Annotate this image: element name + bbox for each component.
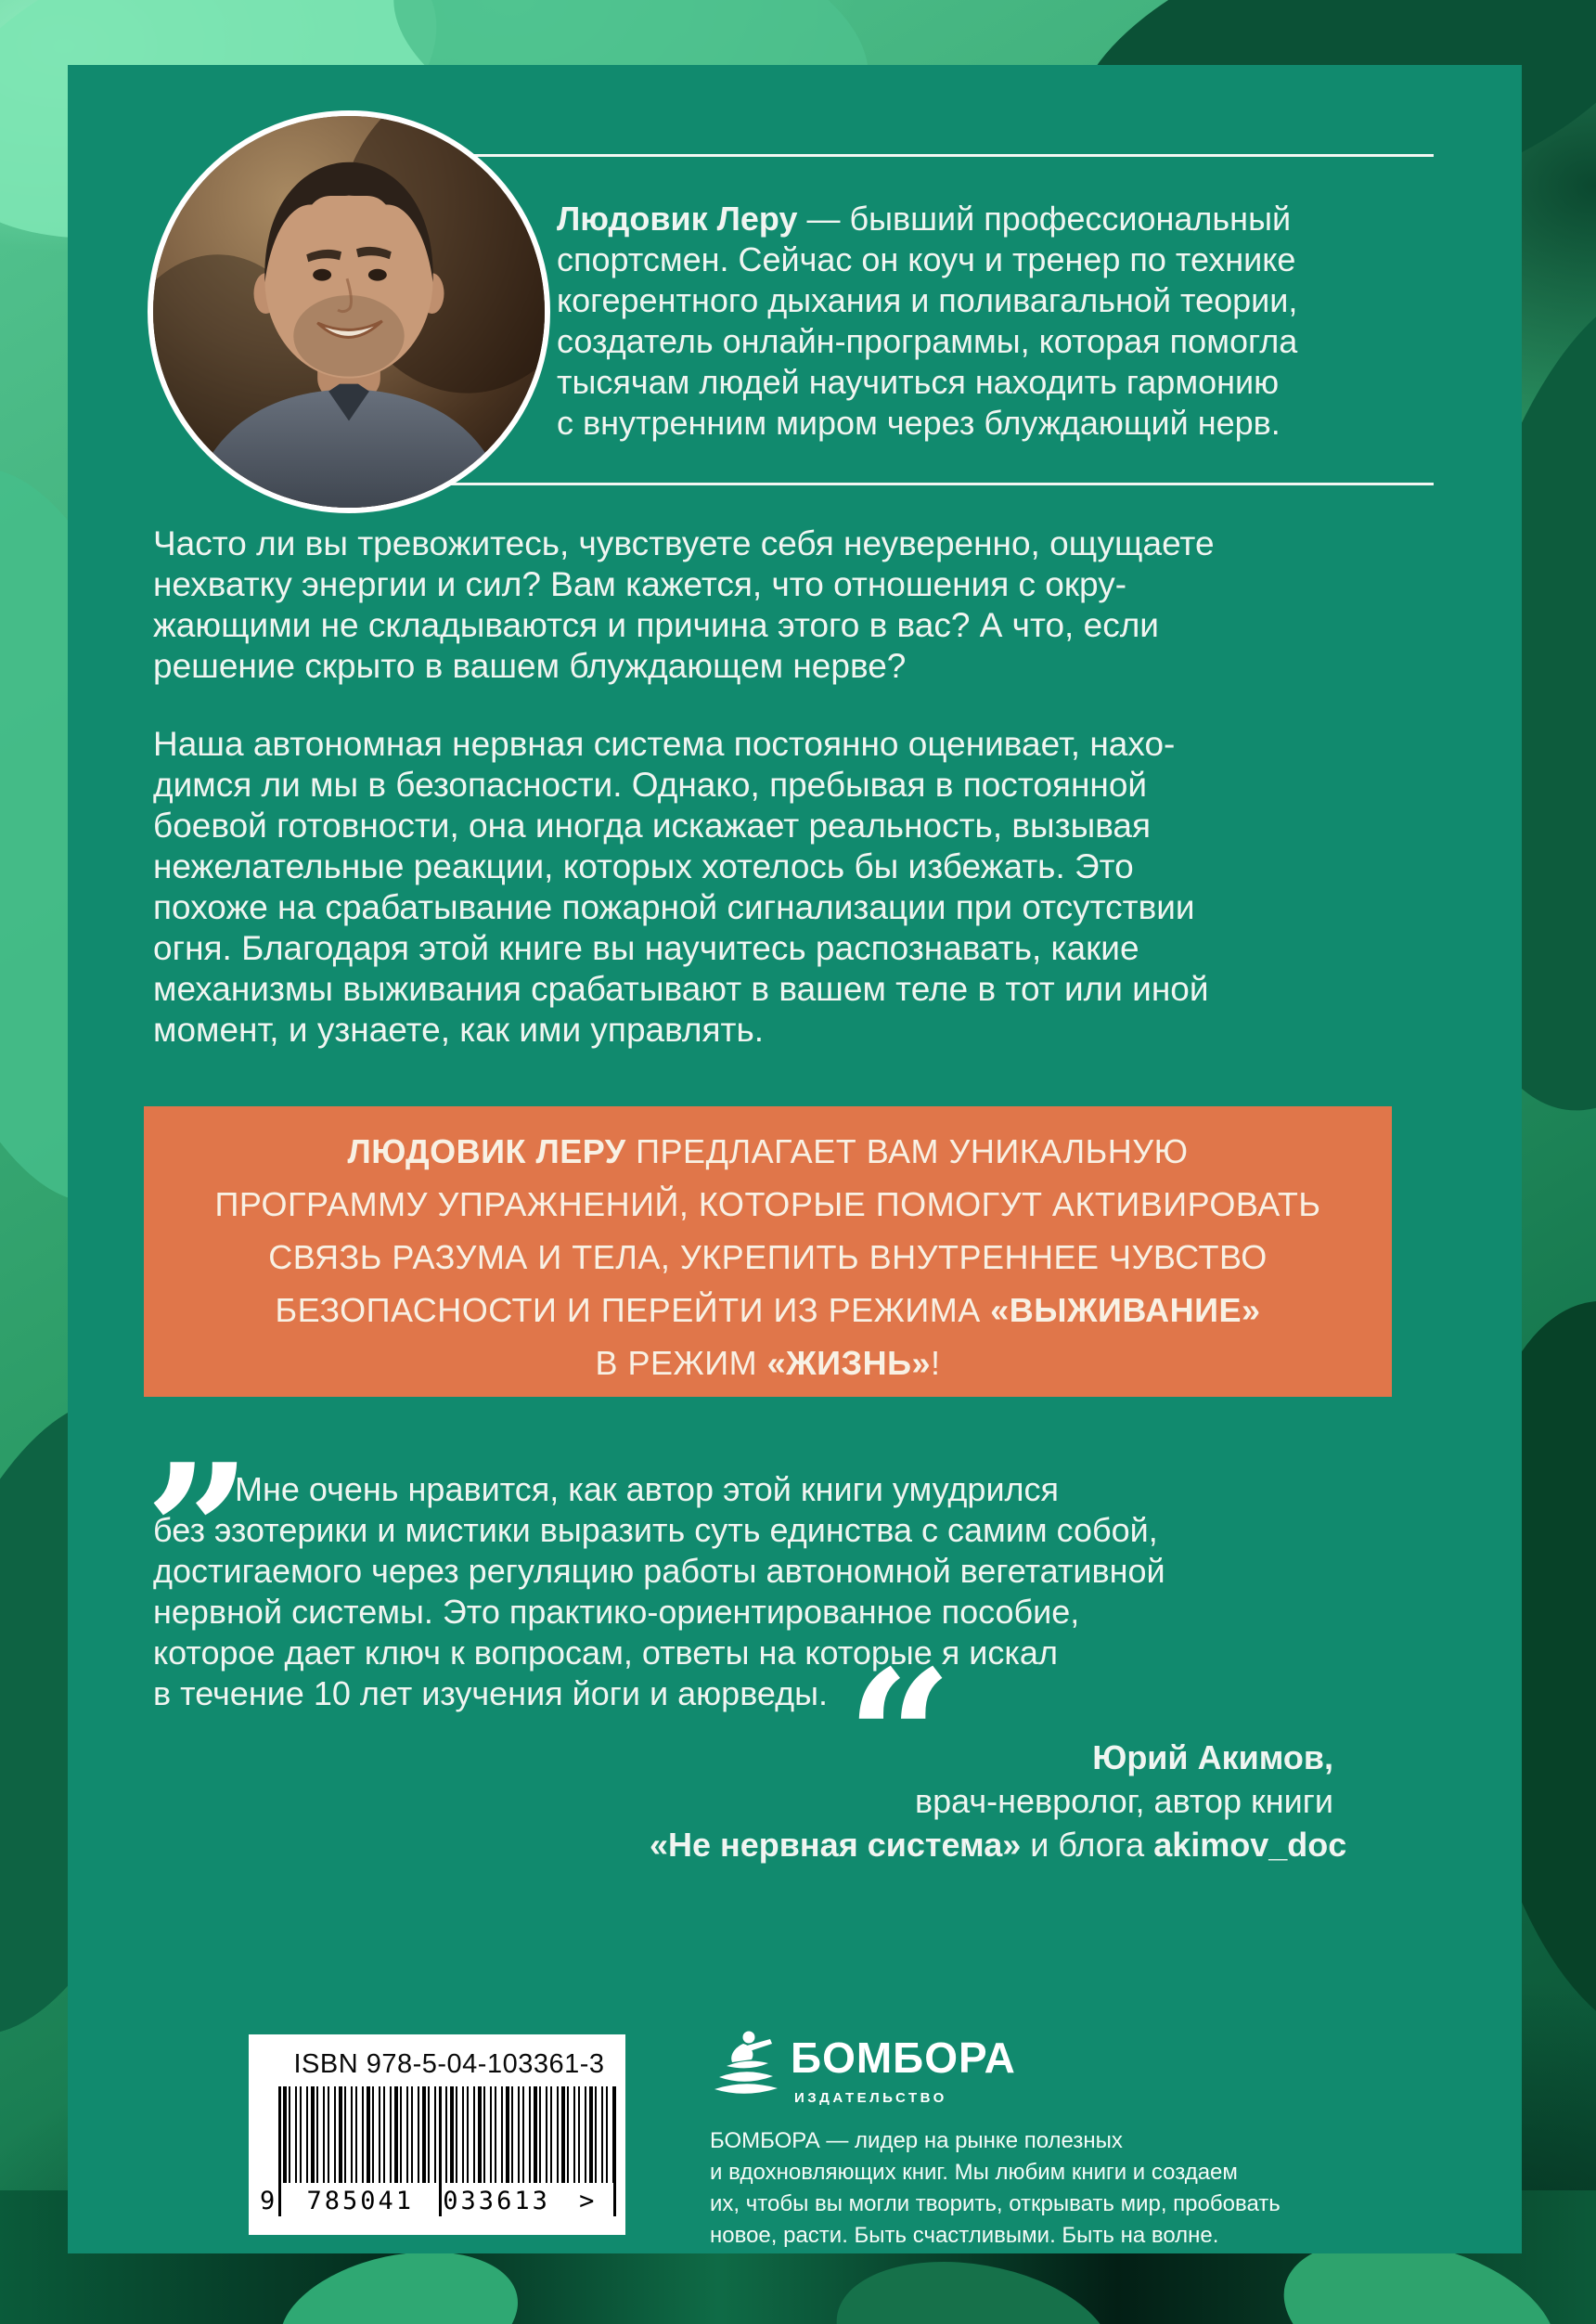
intro-paragraph: Часто ли вы тревожитесь, чувствуете себя неуверенно, ощущаете нехватку энергии и сил? Вам кажется, что отношения с окру- жающими не складываются и причина этого в вас? А что, если решение скрыто в вашем блуждающем нерве? [153,524,1215,685]
barcode-bars [278,2086,616,2183]
review-quote: Мне очень нравится, как автор этой книги умудрился без эзотерики и мистики выразить суть единства с самим собой, достигаемого через регуляцию работы автономной вегетативной нервной системы. Это практико-ориентированное пособие, которое дает ключ к вопросам, ответы на которые я искал в течение 10 лет изучения йоги и аюрведы. [153,1470,1165,1712]
bombora-logo-subtitle: ИЗДАТЕЛЬСТВО [794,2090,947,2106]
barcode-guard [613,2086,616,2216]
quote-attribution: Юрий Акимов, врач-невролог, автор книги «Не нервная система» и блога akimov_doc [650,1738,1347,1864]
callout-box: ЛЮДОВИК ЛЕРУ ПРЕДЛАГАЕТ ВАМ УНИКАЛЬНУЮ ПРОГРАММУ УПРАЖНЕНИЙ, КОТОРЫЕ ПОМОГУТ АКТИВИРОВАТЬ СВЯЗЬ РАЗУМА И ТЕЛА, УКРЕПИТЬ ВНУТРЕННЕЕ ЧУВСТВО БЕЗОПАСНОСТИ И ПЕРЕЙТИ ИЗ РЕЖИМА «ВЫЖИВАНИЕ» В РЕЖИМ «ЖИЗНЬ»! [144,1106,1392,1397]
author-photo [148,110,550,513]
isbn-label: ISBN 978-5-04-103361-3 [293,2049,605,2079]
quote-open-icon: ” [145,1424,252,1642]
quote-close-icon: “ [846,1630,954,1848]
publisher-blurb: БОМБОРА — лидер на рынке полезных и вдохновляющих книг. Мы любим книги и создаем их, чтобы вы могли творить, открывать мир, пробовать новое, расти. Быть счастливыми. Быть на волне. [710,2128,1281,2248]
barcode-digits: 9 785041 033613 > [260,2187,598,2215]
bombora-logo-icon [710,2029,782,2103]
ean-barcode [249,2034,625,2235]
bombora-logo-text: БОМБОРА [791,2034,1016,2082]
description-paragraph: Наша автономная нервная система постоянно оценивает, нахо- димся ли мы в безопасности. Однако, пребывая в постоянной боевой готовности, она иногда искажает реальность, вызывая нежелательные реакции, которых хотелось бы избежать. Это похоже на срабатывание пожарной сигнализации при отсутствии огня. Благодаря этой книге вы научитесь распознавать, какие механизмы выживания срабатывают в вашем теле в тот или иной момент, и узнаете, как ими управлять. [153,725,1209,1049]
author-portrait-illustration [153,116,545,508]
author-bio: Людовик Леру — бывший профессиональный спортсмен. Сейчас он коуч и тренер по технике когерентного дыхания и поливагальной теории, создатель онлайн-программы, которая помогла тысячам людей научиться находить гармонию с внутренним миром через блуждающий нерв. [557,200,1298,442]
